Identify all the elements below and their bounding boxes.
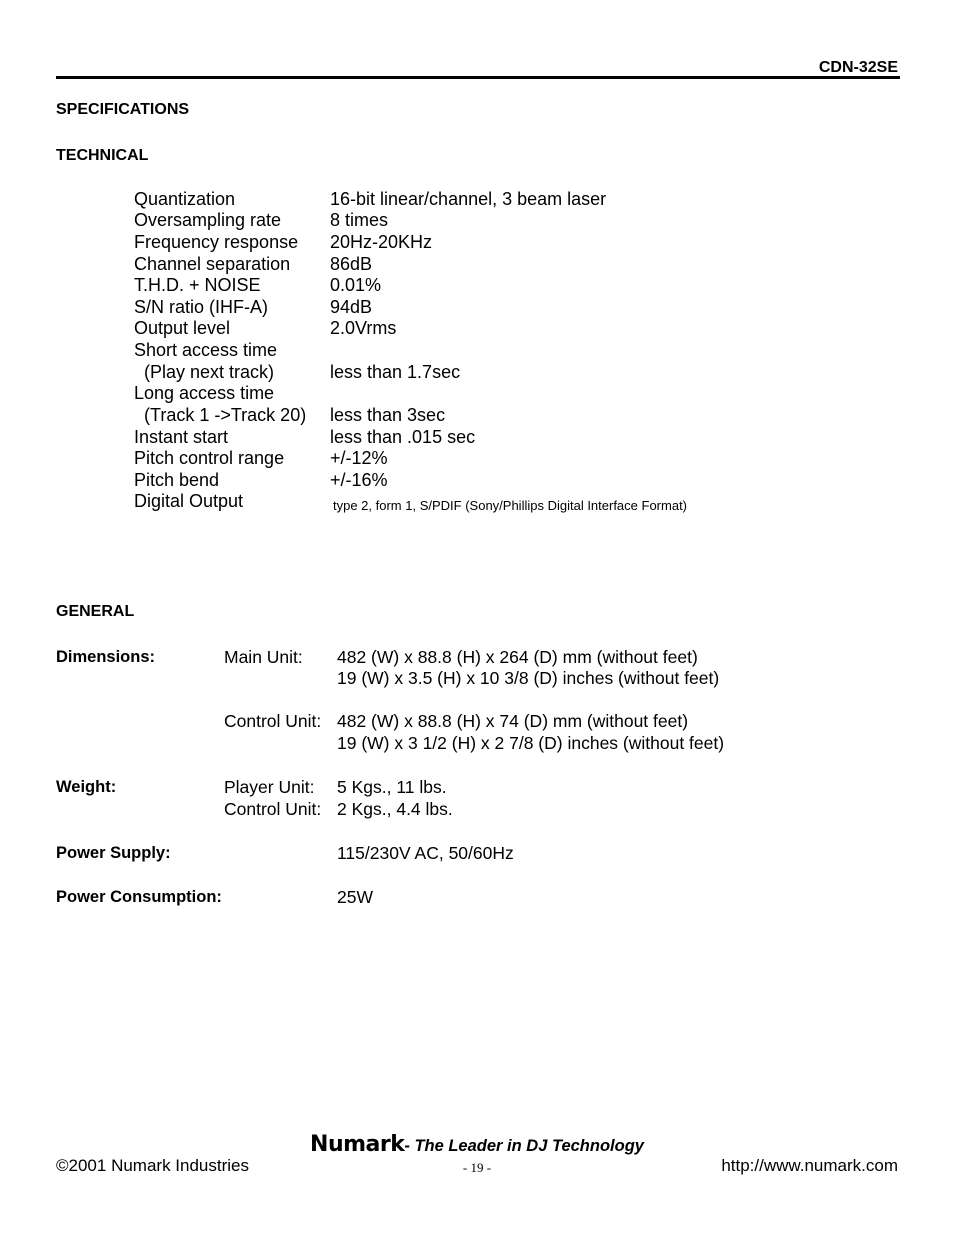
main-unit-mm: 482 (W) x 88.8 (H) x 264 (D) mm (without feet) <box>337 647 698 667</box>
spec-label: Oversampling rate <box>134 210 282 230</box>
numark-logo: Numark <box>310 1132 405 1157</box>
control-unit-weight: 2 Kgs., 4.4 lbs. <box>337 799 453 819</box>
player-unit-weight: 5 Kgs., 11 lbs. <box>337 777 447 797</box>
spec-value: 16-bit linear/channel, 3 beam laser <box>330 189 607 209</box>
spec-label: Frequency response <box>134 232 299 252</box>
spec-value: +/-16% <box>330 470 388 490</box>
spec-value: +/-12% <box>330 448 388 468</box>
spec-value: 20Hz-20KHz <box>330 232 433 252</box>
spec-value: 0.01% <box>330 275 382 295</box>
spec-label: (Play next track) <box>144 362 275 382</box>
spec-label: Digital Output <box>134 491 244 511</box>
spec-label: Instant start <box>134 427 229 447</box>
footer-brand <box>0 1132 954 1157</box>
general-heading: GENERAL <box>56 603 135 620</box>
spec-value: less than .015 sec <box>330 427 476 447</box>
spec-label: T.H.D. + NOISE <box>134 275 261 295</box>
control-unit-inches: 19 (W) x 3 1/2 (H) x 2 7/8 (D) inches (without feet) <box>337 733 725 753</box>
spec-value: type 2, form 1, S/PDIF (Sony/Phillips Digital Interface Format) <box>333 498 688 513</box>
spec-label: Output level <box>134 318 231 338</box>
spec-value: 86dB <box>330 254 373 274</box>
main-unit-label: Main Unit: <box>224 647 303 667</box>
spec-value: less than 3sec <box>330 405 446 425</box>
spec-value: 94dB <box>330 297 373 317</box>
spec-label: Pitch bend <box>134 470 220 490</box>
spec-value: 2.0Vrms <box>330 318 397 338</box>
spec-label: S/N ratio (IHF-A) <box>134 297 269 317</box>
copyright: ©2001 Numark Industries <box>56 1156 250 1175</box>
control-unit-mm: 482 (W) x 88.8 (H) x 74 (D) mm (without feet) <box>337 711 689 731</box>
spec-label: Channel separation <box>134 254 291 274</box>
spec-value: less than 1.7sec <box>330 362 461 382</box>
power-supply-value: 115/230V AC, 50/60Hz <box>337 843 514 863</box>
spec-label: (Track 1 ->Track 20) <box>144 405 307 425</box>
power-consumption-value: 25W <box>337 887 373 907</box>
header-rule <box>56 76 900 79</box>
power-consumption-label: Power Consumption: <box>56 888 222 906</box>
main-unit-inches: 19 (W) x 3.5 (H) x 10 3/8 (D) inches (without feet) <box>337 668 720 688</box>
brand-tagline: - The Leader in DJ Technology <box>404 1137 644 1155</box>
control-unit-label: Control Unit: <box>224 711 322 731</box>
dimensions-label: Dimensions: <box>56 648 156 666</box>
control-unit-weight-label: Control Unit: <box>224 799 322 819</box>
model-name: CDN-32SE <box>818 59 898 76</box>
spec-label: Quantization <box>134 189 236 209</box>
technical-heading: TECHNICAL <box>56 147 149 164</box>
spec-value: 8 times <box>330 210 389 230</box>
specifications-heading: SPECIFICATIONS <box>56 101 190 118</box>
website-url[interactable]: http://www.numark.com <box>721 1156 898 1175</box>
spec-label: Long access time <box>134 383 275 403</box>
power-supply-label: Power Supply: <box>56 844 171 862</box>
spec-label: Short access time <box>134 340 278 360</box>
spec-label: Pitch control range <box>134 448 285 468</box>
player-unit-label: Player Unit: <box>224 777 315 797</box>
page-number: - 19 - <box>462 1160 492 1175</box>
weight-label: Weight: <box>56 778 117 796</box>
